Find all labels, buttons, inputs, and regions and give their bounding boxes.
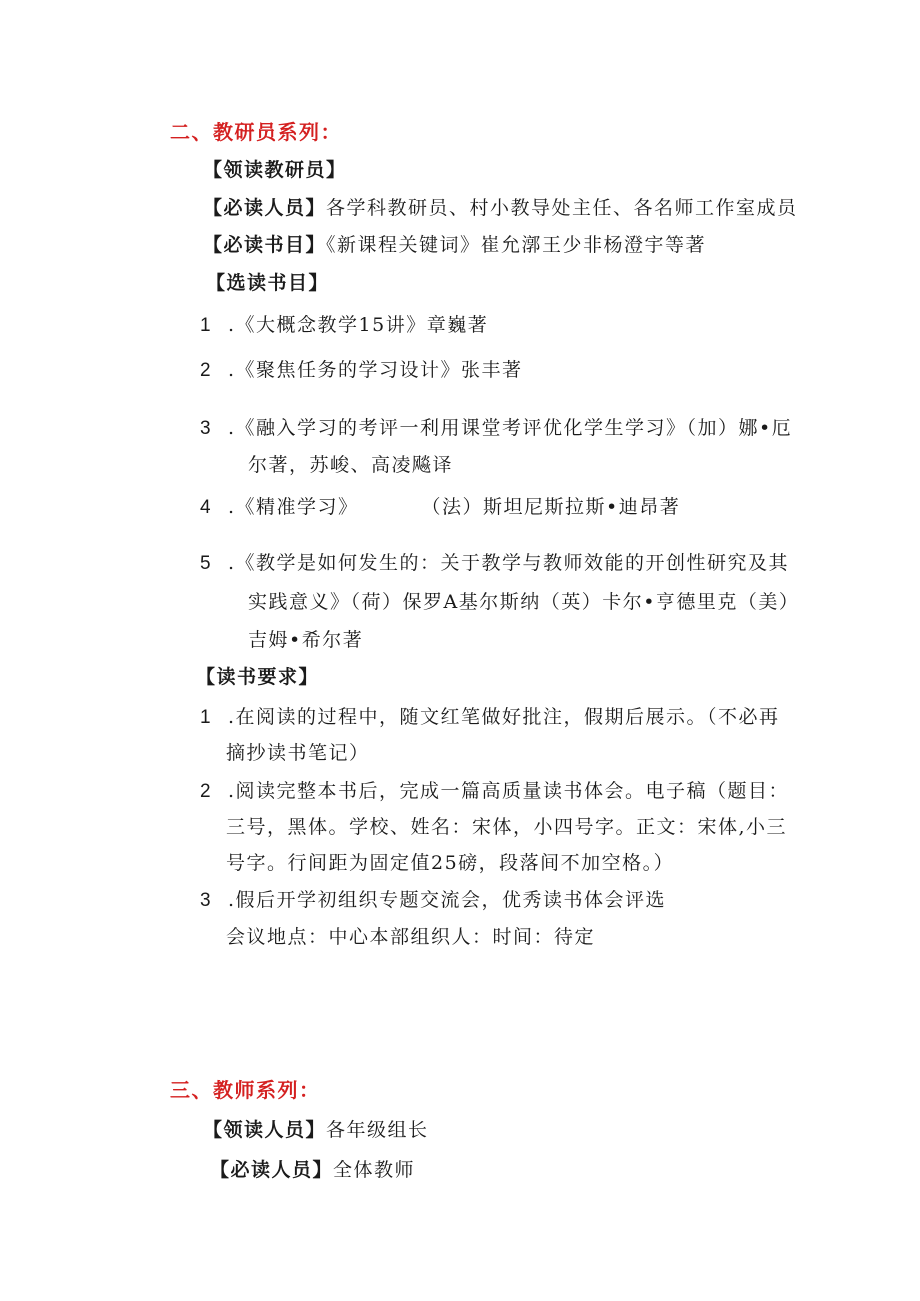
item-number: 5 (200, 553, 213, 574)
required-books-text: 《新课程关键词》崔允漷王少非杨澄宇等著 (326, 234, 707, 256)
requirement-item (200, 888, 666, 913)
item-text: .《融入学习的考评一利用课堂考评优化学生学习》（加）娜•厄 (228, 417, 793, 439)
item-text-continued: 号字。行间距为固定值25磅，段落间不加空格。） (226, 852, 675, 874)
required-books-label: 【必读书目】 (203, 234, 327, 256)
item-number: 3 (200, 890, 213, 911)
section-heading-teachers: 三、教师系列： (170, 1078, 321, 1102)
section-heading-teaching-researchers: 二、教研员系列： (170, 120, 342, 144)
item-text: .阅读完整本书后，完成一篇高质量读书体会。电子稿（题目： (228, 780, 790, 802)
lead-reader-label: 【领读人员】 (203, 1119, 327, 1141)
item-text-continued: 摘抄读书笔记） (226, 742, 370, 764)
required-books-row (203, 233, 706, 257)
required-people-text: 全体教师 (333, 1159, 416, 1181)
optional-book-item (200, 416, 792, 441)
item-number: 4 (200, 497, 213, 518)
item-number: 3 (200, 418, 213, 439)
lead-reader-row (203, 1118, 429, 1142)
item-text-continued: 吉姆•希尔著 (248, 629, 364, 651)
required-people-text: 各学科教研员、村小教导处主任、各名师工作室成员 (326, 197, 798, 219)
optional-book-item (200, 313, 488, 338)
requirement-item (200, 779, 789, 804)
item-text: .在阅读的过程中，随文红笔做好批注，假期后展示。（不必再 (228, 706, 780, 728)
item-number: 2 (200, 360, 213, 381)
item-text: .《聚焦任务的学习设计》张丰著 (228, 359, 523, 381)
required-people-label: 【必读人员】 (203, 197, 327, 219)
reading-requirements-label: 【读书要求】 (196, 666, 320, 688)
item-number: 2 (200, 781, 213, 802)
lead-reader-text: 各年级组长 (326, 1119, 429, 1141)
item-number: 1 (200, 315, 213, 336)
item-text-continued: 会议地点：中心本部组织人：时间：待定 (226, 926, 596, 948)
lead-reader-label: 【领读教研员】 (203, 159, 347, 181)
required-people-row (203, 196, 798, 220)
item-text: .《大概念教学15讲》章巍著 (228, 314, 489, 336)
item-text-continued: 三号，黑体。学校、姓名：宋体，小四号字。正文：宋体,小三 (226, 816, 788, 838)
optional-book-item (200, 551, 789, 576)
optional-book-item (200, 495, 680, 520)
required-people-label: 【必读人员】 (210, 1159, 334, 1181)
optional-books-label: 【选读书目】 (206, 272, 330, 294)
optional-book-item (200, 358, 523, 383)
item-text: .《精准学习》 （法）斯坦尼斯拉斯•迪昂著 (228, 496, 681, 518)
item-text-continued: 尔著，苏峻、高凌飚译 (248, 454, 454, 476)
required-people-row (210, 1158, 415, 1182)
item-text: .假后开学初组织专题交流会，优秀读书体会评选 (228, 889, 667, 911)
requirement-item (200, 705, 780, 730)
item-number: 1 (200, 707, 213, 728)
item-text: .《教学是如何发生的：关于教学与教师效能的开创性研究及其 (228, 552, 790, 574)
item-text-continued: 实践意义》（荷）保罗A基尔斯纳（英）卡尔•亨德里克（美） (248, 591, 800, 613)
